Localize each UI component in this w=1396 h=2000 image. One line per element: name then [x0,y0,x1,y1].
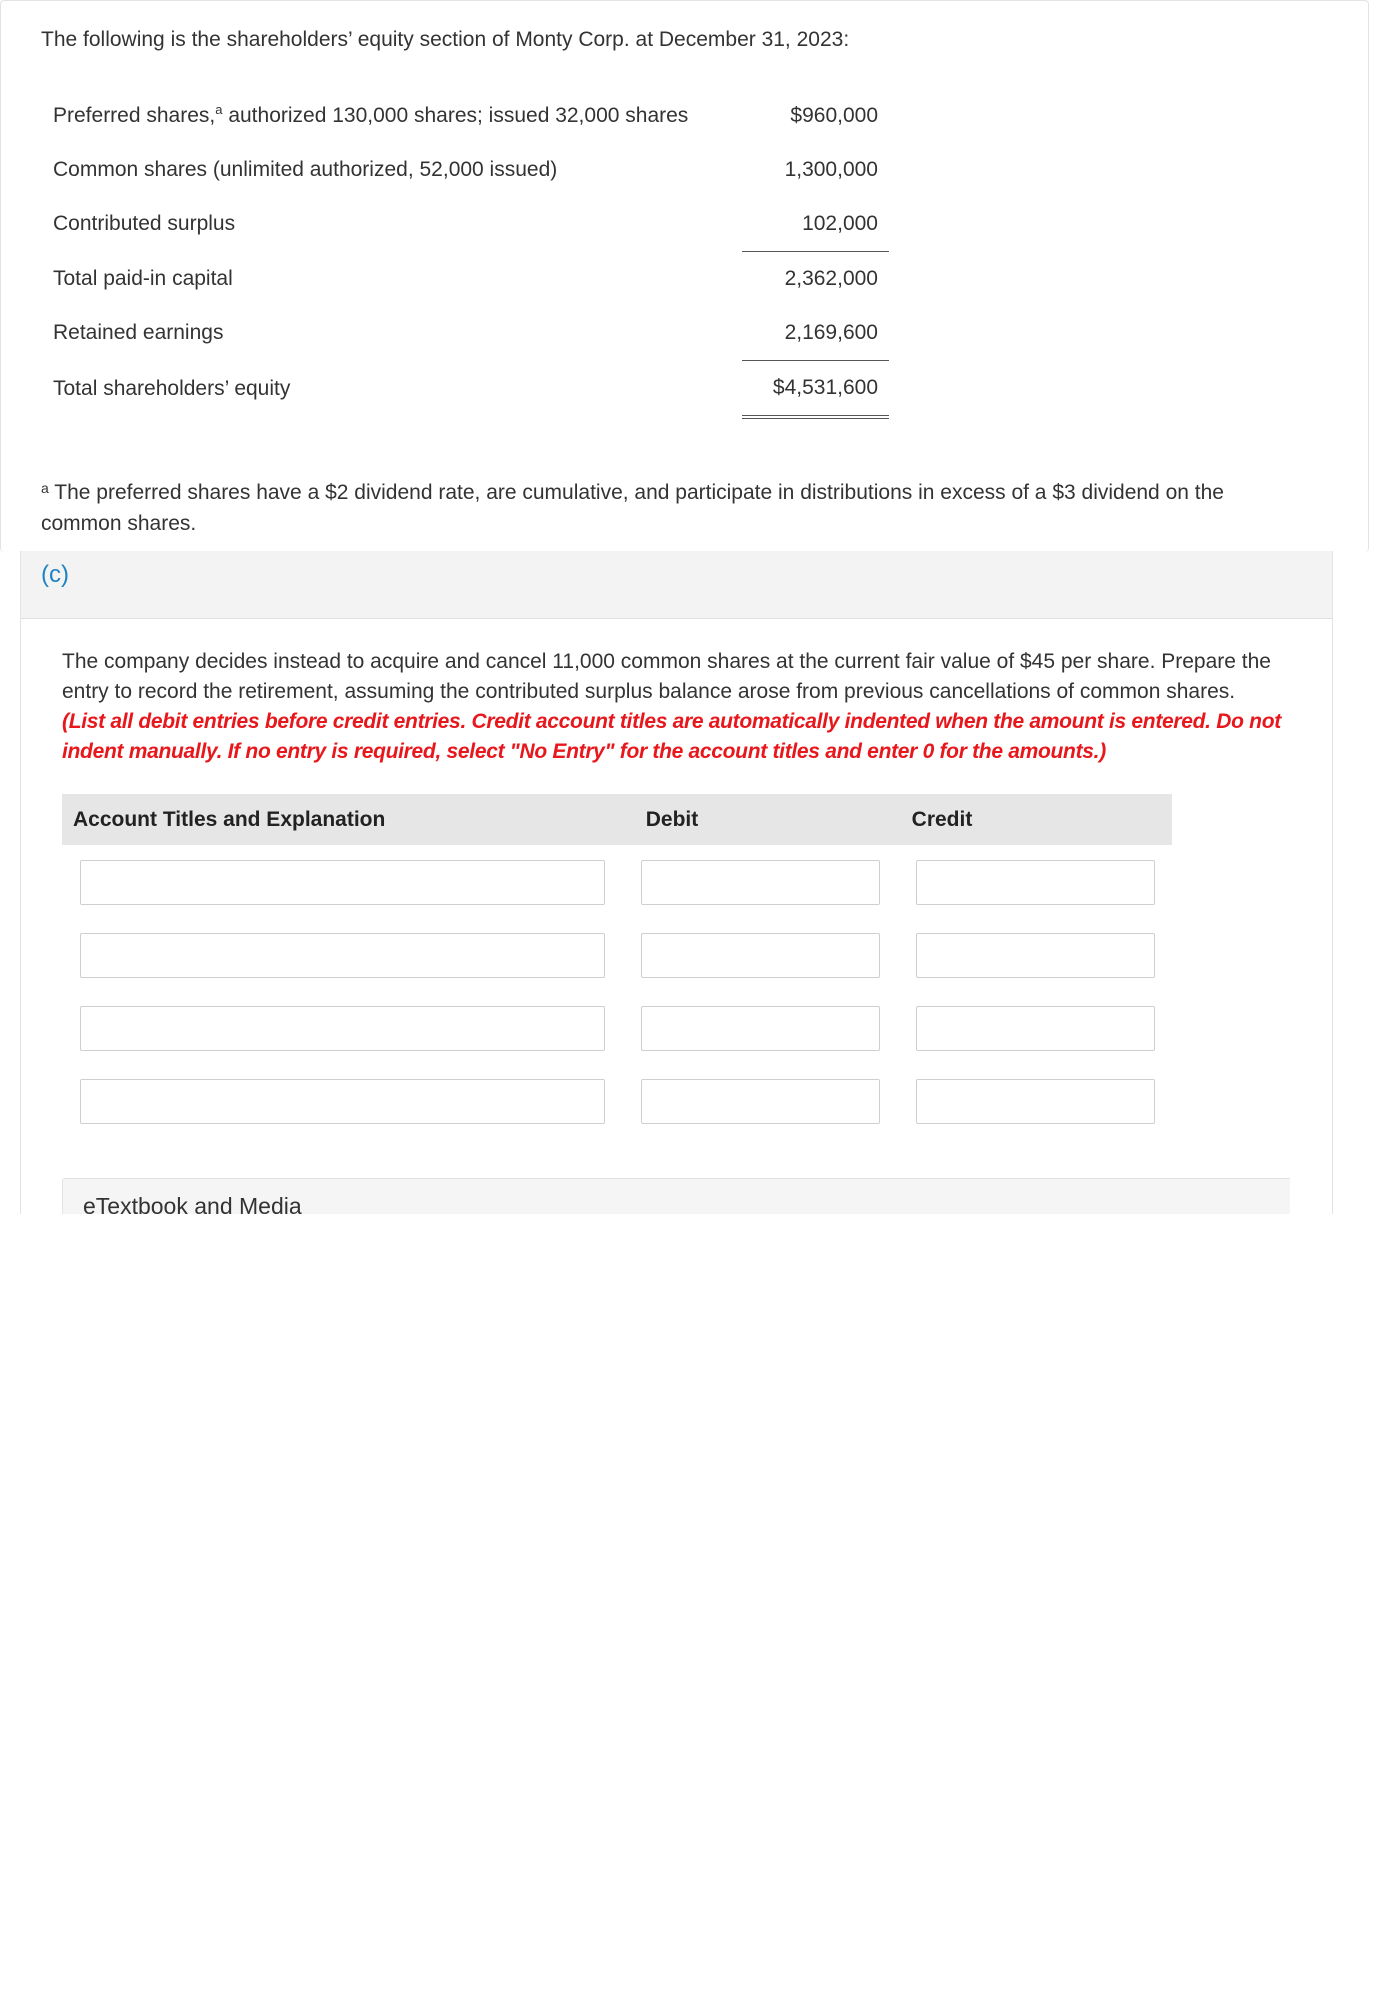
instruction-text: (List all debit entries before credit entries. Credit account titles are automatically indented when the amount is entered. Do not indent manually. If no entry is required, select "No Entry" for the account titles and enter 0 for the amounts.) [62,710,1281,763]
etextbook-media-label: eTextbook and Media [83,1193,302,1214]
equity-label: Common shares (unlimited authorized, 52,000 issued) [53,158,558,181]
account-column-header: Account Titles and Explanation [73,808,386,831]
equity-row-retained-earnings [51,306,889,361]
credit-column-header: Credit [911,808,973,831]
equity-amount: $960,000 [790,104,878,127]
footnote [41,477,1291,539]
equity-amount: 102,000 [742,197,889,252]
footnote-marker: a [41,480,49,496]
problem-card [0,0,1369,552]
footnote-marker: a [215,102,223,117]
equity-row-common [51,143,889,197]
equity-label: Contributed surplus [53,212,236,236]
equity-amount: $4,531,600 [742,361,889,418]
equity-amount: 2,362,000 [784,267,878,290]
question-body: The company decides instead to acquire and cancel 11,000 common shares at the current fair value of $45 per share. Prepare the entry to record the retirement, assuming the contributed surplus balance arose from previous cancellations of common shares. [62,650,1271,703]
equity-table [51,89,889,419]
debit-column-header: Debit [645,808,699,831]
footnote-text: The preferred shares have a $2 dividend rate, are cumulative, and participate in distributions in excess of a $3 dividend on the common shares. [41,481,1224,535]
part-c-panel [20,551,1333,1214]
etextbook-clip [21,551,1290,1214]
intro-text: The following is the shareholders’ equity section of Monty Corp. at December 31, 2023: [41,28,850,51]
equity-label: Retained earnings [53,321,224,345]
equity-row-total-paid-in [51,252,889,307]
part-label: (c) [41,561,69,588]
etextbook-media-panel[interactable] [62,1178,1290,1214]
equity-row-total-equity [51,361,889,418]
equity-amount: 1,300,000 [784,158,878,181]
equity-amount: 2,169,600 [742,306,889,361]
equity-label: Total paid-in capital [53,266,233,290]
equity-row-preferred [51,89,889,143]
equity-label: Preferred shares,$^a$ authorized 130,000 shares; issued 32,000 shares [53,102,689,127]
equity-label: Total shareholders’ equity [53,376,291,400]
equity-row-contributed-surplus [51,197,889,252]
